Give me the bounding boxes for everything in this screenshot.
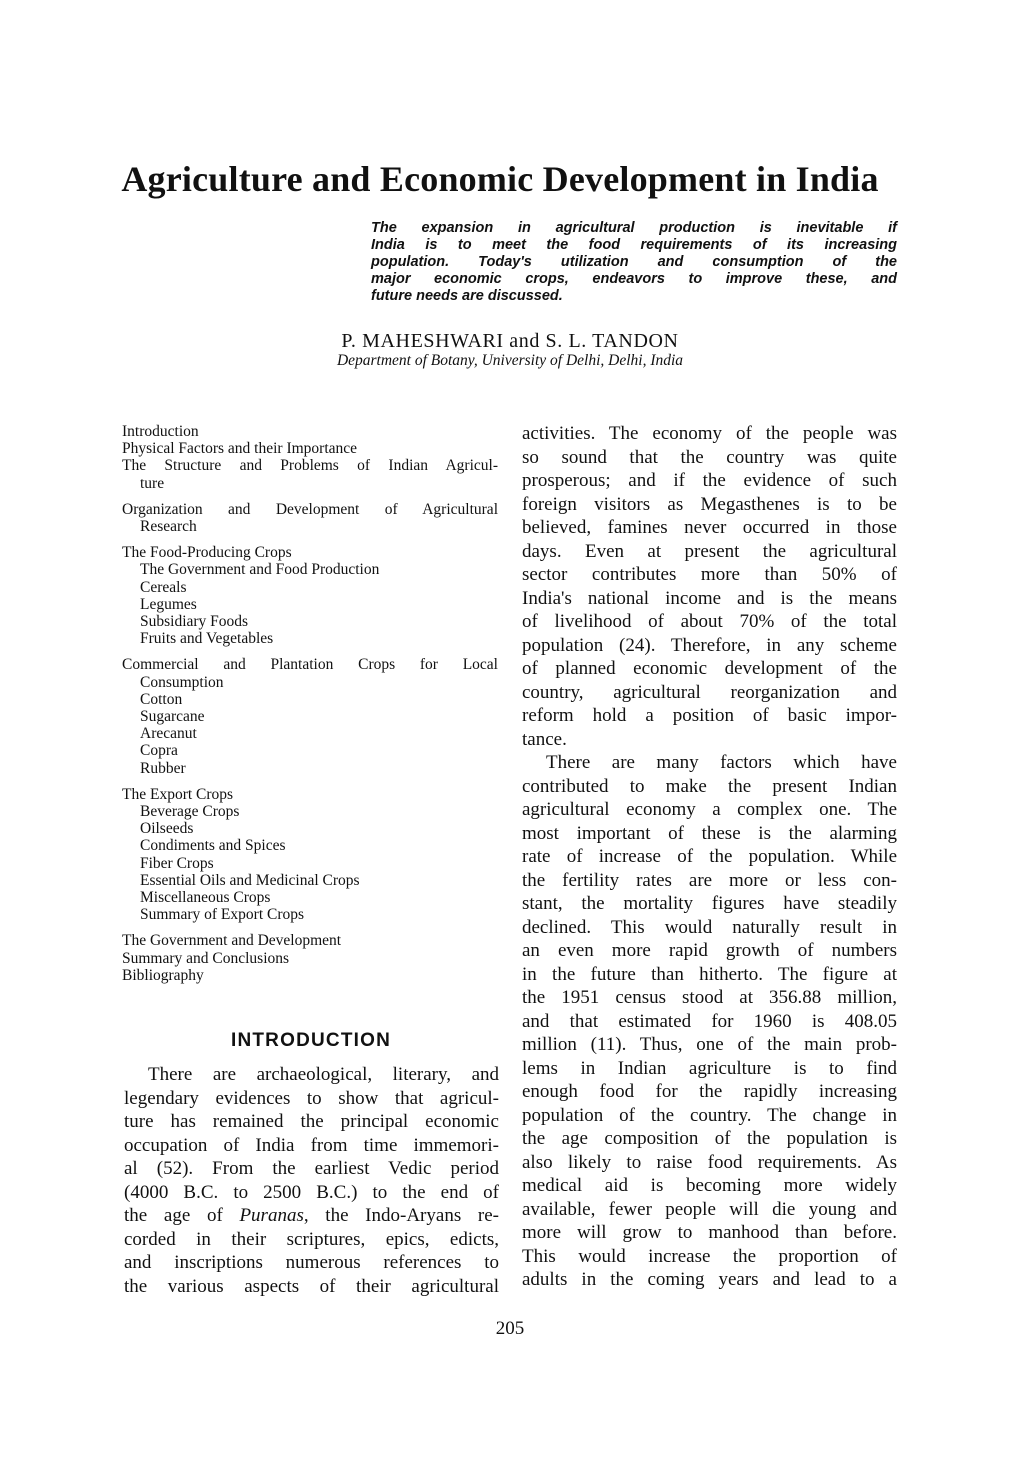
body-line: more will grow to manhood than before. bbox=[522, 1222, 897, 1243]
body-line: country, agricultural reorganization and bbox=[522, 681, 897, 703]
toc-item: Summary and Conclusions bbox=[122, 949, 290, 967]
body-line: so sound that the country was quite bbox=[522, 446, 897, 468]
body-line: declined. This would naturally result in bbox=[522, 916, 897, 938]
body-line: the 1951 census stood at 356.88 million, bbox=[522, 987, 897, 1008]
body-line: population of the country. The change in bbox=[522, 1104, 897, 1126]
toc-item: Physical Factors and their Importance bbox=[122, 440, 358, 458]
body-line: There are archaeological, literary, and bbox=[148, 1064, 499, 1085]
body-line: the various aspects of their agricultural bbox=[124, 1275, 499, 1297]
body-line: corded in their scriptures, epics, edicts, bbox=[124, 1228, 499, 1250]
toc-subitem: Miscellaneous Crops bbox=[140, 889, 271, 907]
toc-subitem: Subsidiary Foods bbox=[140, 613, 249, 631]
body-line: medical aid is becoming more widely bbox=[522, 1175, 897, 1196]
body-line: reform hold a position of basic impor- bbox=[522, 705, 897, 726]
body-line: agricultural economy a complex one. The bbox=[522, 799, 897, 820]
body-line: foreign visitors as Megasthenes is to be bbox=[522, 493, 897, 515]
body-line: an even more rapid growth of numbers bbox=[522, 940, 897, 961]
body-line: available, fewer people will die young and bbox=[522, 1198, 897, 1220]
toc-group bbox=[122, 501, 498, 535]
toc-subitem: Beverage Crops bbox=[140, 803, 240, 821]
body-line: days. Even at present the agricultural bbox=[522, 540, 897, 562]
abstract-line: major economic crops, endeavors to improve these, and bbox=[371, 271, 897, 287]
body-line: in the future than hitherto. The figure at bbox=[522, 963, 897, 985]
body-line: the age of Puranas, the Indo-Aryans re- bbox=[124, 1205, 499, 1226]
body-line: population (24). Therefore, in any scheme bbox=[522, 634, 897, 656]
body-line: contributed to make the present Indian bbox=[522, 775, 897, 797]
toc-subitem: Legumes bbox=[140, 595, 197, 613]
body-line: India's national income and is the means bbox=[522, 587, 897, 609]
body-line: stant, the mortality figures have steadily bbox=[522, 893, 897, 914]
abstract-line: The expansion in agricultural production is inevitable if bbox=[371, 220, 897, 236]
toc-subitem: Essential Oils and Medicinal Crops bbox=[140, 871, 360, 889]
toc-item-continuation: Research bbox=[140, 518, 197, 536]
toc-item: The Export Crops bbox=[122, 785, 234, 803]
body-line: lems in Indian agriculture is to find bbox=[522, 1057, 897, 1079]
abstract-line: India is to meet the food requirements of its increasing bbox=[371, 237, 897, 253]
toc-subitem: Cotton bbox=[140, 690, 183, 708]
toc-item: The Food-Producing Crops bbox=[122, 544, 292, 562]
body-line: ture has remained the principal economic bbox=[124, 1111, 499, 1132]
abstract bbox=[371, 220, 897, 305]
body-line: and that estimated for 1960 is 408.05 bbox=[522, 1010, 897, 1032]
body-line: of livelihood of about 70% of the total bbox=[522, 611, 897, 632]
page-number: 205 bbox=[495, 1318, 525, 1339]
toc-item: The Structure and Problems of Indian Agricul- bbox=[122, 457, 498, 475]
abstract-line: future needs are discussed. bbox=[371, 288, 563, 304]
body-line: tance. bbox=[522, 728, 567, 750]
body-line: legendary evidences to show that agricul- bbox=[124, 1087, 499, 1109]
body-line: (4000 B.C. to 2500 B.C.) to the end of bbox=[124, 1181, 499, 1203]
body-line: adults in the coming years and lead to a bbox=[522, 1269, 897, 1290]
toc-item-continuation: ture bbox=[140, 474, 165, 492]
author-affiliation: Department of Botany, University of Delhi, Delhi, India bbox=[336, 352, 684, 369]
body-line: rate of increase of the population. While bbox=[522, 846, 897, 867]
italic-term: Puranas bbox=[239, 1205, 304, 1226]
section-heading: INTRODUCTION bbox=[230, 1030, 392, 1051]
body-line: also likely to raise food requirements. As bbox=[522, 1151, 897, 1173]
toc-group bbox=[122, 423, 498, 492]
body-line: believed, famines never occurred in those bbox=[522, 517, 897, 538]
toc-subitem: Rubber bbox=[140, 759, 186, 777]
body-line: enough food for the rapidly increasing bbox=[522, 1081, 897, 1102]
body-line: This would increase the proportion of bbox=[522, 1245, 897, 1267]
body-line: of planned economic development of the bbox=[522, 658, 897, 679]
abstract-line: population. Today's utilization and consumption of the bbox=[371, 254, 897, 270]
toc-subitem: Condiments and Spices bbox=[140, 837, 286, 855]
toc-subitem: Oilseeds bbox=[140, 820, 194, 838]
toc-item: Organization and Development of Agricultural bbox=[122, 500, 498, 518]
body-line: There are many factors which have bbox=[546, 752, 897, 773]
body-line: occupation of India from time immemori- bbox=[124, 1134, 499, 1156]
toc-item: The Government and Development bbox=[122, 932, 342, 950]
table-of-contents bbox=[122, 423, 498, 993]
toc-subitem: The Government and Food Production bbox=[140, 561, 380, 579]
right-body-column bbox=[522, 422, 897, 1292]
toc-item: Introduction bbox=[122, 423, 199, 440]
toc-group bbox=[122, 656, 498, 776]
body-line: activities. The economy of the people was bbox=[522, 423, 897, 444]
body-line: the fertility rates are more or less con- bbox=[522, 869, 897, 891]
body-line: and inscriptions numerous references to bbox=[124, 1252, 499, 1273]
article-title: Agriculture and Economic Development in India bbox=[121, 159, 879, 199]
left-body-column bbox=[124, 1063, 499, 1298]
toc-subitem: Fruits and Vegetables bbox=[140, 630, 274, 648]
body-line: sector contributes more than 50% of bbox=[522, 564, 897, 585]
toc-group bbox=[122, 786, 498, 924]
toc-group bbox=[122, 544, 498, 647]
toc-subitem: Copra bbox=[140, 742, 178, 760]
toc-subitem: Fiber Crops bbox=[140, 854, 214, 872]
toc-subitem: Sugarcane bbox=[140, 708, 205, 726]
body-line: al (52). From the earliest Vedic period bbox=[124, 1158, 499, 1179]
toc-subitem: Summary of Export Crops bbox=[140, 906, 305, 924]
toc-subitem: Cereals bbox=[140, 578, 187, 596]
toc-subitem: Arecanut bbox=[140, 725, 197, 743]
toc-item: Commercial and Plantation Crops for Local bbox=[122, 656, 498, 674]
toc-group bbox=[122, 932, 498, 984]
toc-item: Bibliography bbox=[122, 966, 204, 984]
body-line: the age composition of the population is bbox=[522, 1128, 897, 1149]
body-line: prosperous; and if the evidence of such bbox=[522, 470, 897, 491]
body-line: million (11). Thus, one of the main prob- bbox=[522, 1034, 897, 1055]
body-line: most important of these is the alarming bbox=[522, 822, 897, 844]
toc-item-continuation: Consumption bbox=[140, 673, 224, 691]
author-names: P. MAHESHWARI and S. L. TANDON bbox=[341, 330, 679, 352]
